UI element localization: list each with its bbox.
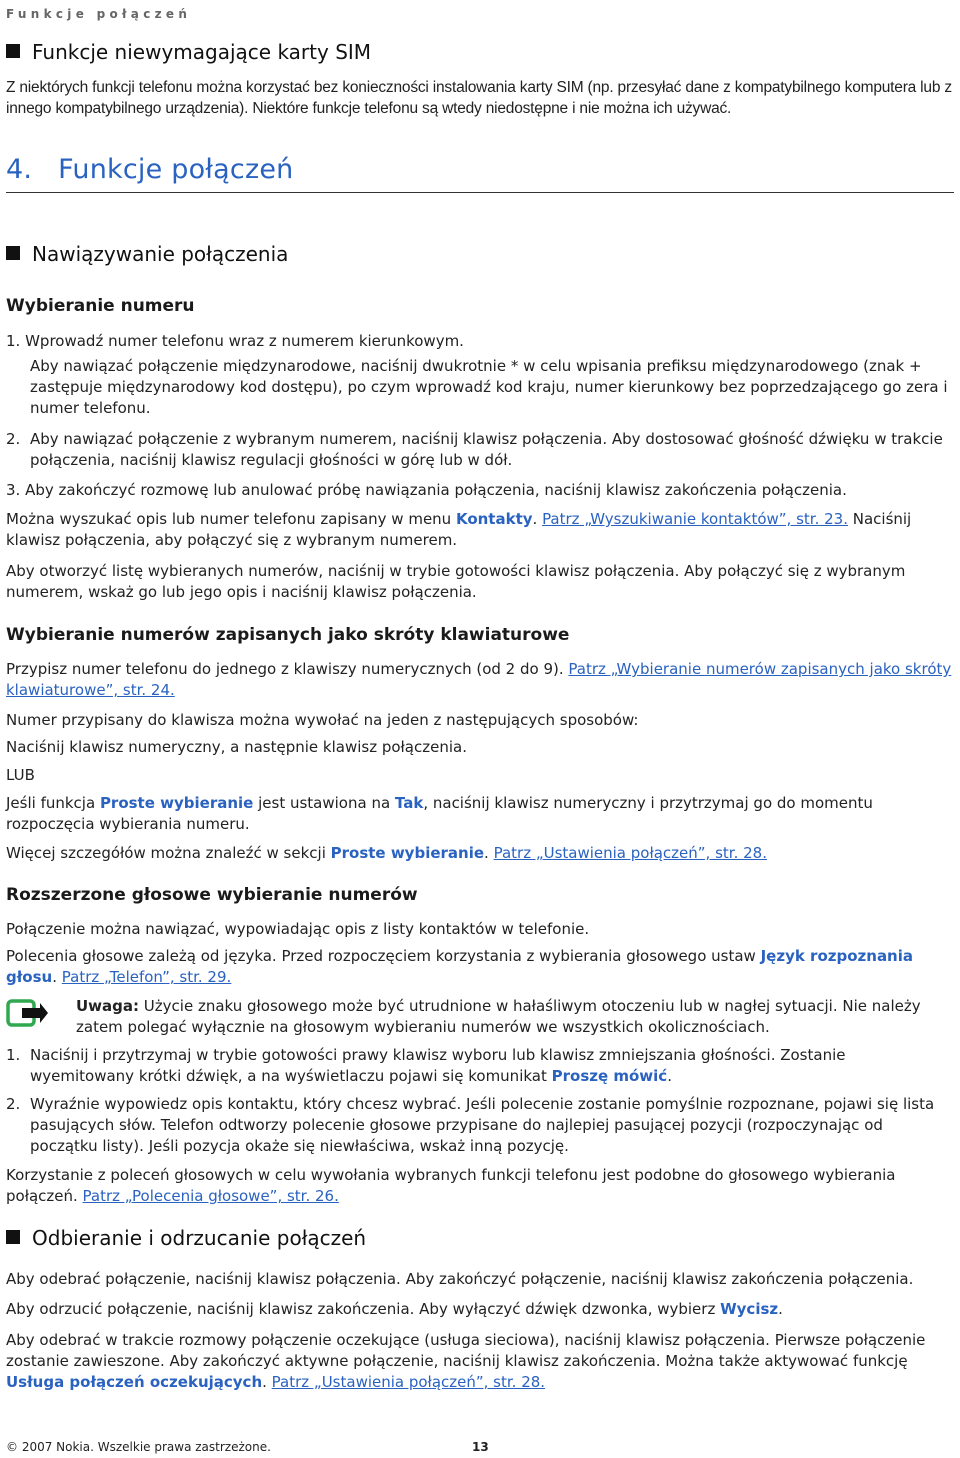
setting-name: Język rozpoznania głosu [6,947,914,986]
text-run: . [778,1300,783,1318]
dial-step-1-detail: Aby nawiązać połączenie międzynarodowe, naciśnij dwukrotnie * w celu wpisania prefiksu międzynarodowego (znak + zastępuje międzynarodowy kod dostępu), po czym wprowadź kod kraju, numer kierunkowy bez poprzedzającego go zera i numer telefonu. [30,357,948,417]
voice-intro-paragraph: Połączenie można nawiązać, wypowiadając opis z listy kontaktów w telefonie. [6,920,590,938]
text-run: Aby odrzucić połączenie, naciśnij klawisz zakończenia. Aby wyłączyć dźwięk dzwonka, wybierz [6,1300,721,1318]
section-bullet-icon [6,44,20,58]
voice-step-1 [6,1045,954,1087]
assign-paragraph [6,659,954,701]
text-run: . [484,844,494,862]
step-text: Wprowadź numer telefonu wraz z numerem kierunkowym. [25,332,464,350]
step-text [30,1045,954,1087]
note-label: Uwaga: [76,997,140,1015]
link-voice-commands[interactable]: Patrz „Polecenia głosowe”, str. 26. [82,1187,339,1205]
link-call-settings[interactable]: Patrz „Ustawienia połączeń”, str. 28. [271,1373,546,1391]
link-search-contacts[interactable]: Patrz „Wyszukiwanie kontaktów”, str. 23. [542,510,848,528]
dial-step-1 [6,331,954,352]
text-run: , naciśnij klawisz numeryczny i przytrzymaj go do momentu rozpoczęcia wybierania numeru. [6,794,873,833]
voice-language-paragraph [6,946,954,988]
answer-paragraph-3 [6,1330,954,1393]
step-number: 3. [6,481,21,499]
text-run: . [262,1373,272,1391]
text-run: Aby odebrać w trakcie rozmowy połączenie oczekujące (usługa sieciowa), naciśnij klawisz połączenia. Pierwsze połączenie zostanie zawieszone. Aby zakończyć aktywne połączenie, naciśnij klawisz zakończenia. Można także aktywować funkcję [6,1331,926,1370]
more-details-paragraph [6,843,954,864]
section-bullet-icon [6,246,20,260]
section-heading-text: Odbieranie i odrzucanie połączeń [32,1226,367,1250]
text-run: . [532,510,543,528]
voice-step-2 [6,1094,954,1157]
note-icon [6,998,50,1028]
section-heading-text: Funkcje niewymagające karty SIM [32,40,372,64]
link-phone[interactable]: Patrz „Telefon”, str. 29. [61,968,232,986]
search-paragraph [6,509,954,551]
text-run: jest ustawiona na [253,794,395,812]
or-paragraph: LUB [6,766,35,784]
chapter-heading [6,152,954,193]
link-call-settings[interactable]: Patrz „Ustawienia połączeń”, str. 28. [493,844,767,862]
section-heading-calling [6,242,288,266]
setting-name: Proste wybieranie [99,794,254,812]
text-run: Jeśli funkcja [6,794,100,812]
note-text: Użycie znaku głosowego może być utrudnione w hałaśliwym otoczeniu lub w nagłej sytuacji. Nie należy zatem polegać wyłącznie na głosowym wybieraniu numerów we wszystkich okolicznościach. [76,997,921,1036]
menu-name-contacts: Kontakty [455,510,533,528]
running-header: Funkcje połączeń [6,7,192,21]
setting-name: Proste wybieranie [330,844,485,862]
text-run: Polecenia głosowe zależą od języka. Przed rozpoczęciem korzystania z wybierania głosowego ustaw [6,947,761,965]
way-2-paragraph [6,793,954,835]
page-number: 13 [472,1440,489,1454]
subheading-voice-dialing: Rozszerzone głosowe wybieranie numerów [6,885,418,905]
step-number: 1. [6,332,21,350]
text-run: Naciśnij i przytrzymaj w trybie gotowości prawy klawisz wyboru lub klawisz zmniejszania głośności. Zostanie wyemitowany krótki dźwięk, a na wyświetlaczu pojawi się komunikat [30,1046,846,1085]
voice-usage-paragraph [6,1165,954,1207]
step-number: 2. [6,430,21,448]
subheading-dialing: Wybieranie numeru [6,296,195,316]
text-run: . [52,968,62,986]
answer-paragraph-2 [6,1299,954,1320]
answer-paragraph-1: Aby odebrać połączenie, naciśnij klawisz połączenia. Aby zakończyć połączenie, naciśnij klawisz zakończenia połączenia. [6,1270,914,1288]
text-run: Naciśnij klawisz połączenia, aby połączyć się z wybranym numerem. [6,510,912,549]
step-text: Wyraźnie wypowiedz opis kontaktu, który chcesz wybrać. Jeśli polecenie zostanie pomyślnie rozpoznane, pojawi się lista pasujących słów. Telefon odtworzy polecenie głosowe przypisane do najlepiej pasującej pozycji (rozpoczynając od początku listy). Jeśli pozycja okaże się niewłaściwa, wskaż inną pozycję. [30,1095,935,1155]
note-paragraph [76,996,954,1038]
section-bullet-icon [6,1230,20,1244]
text-run: Można wyszukać opis lub numer telefonu zapisany w menu [6,510,456,528]
display-message: Proszę mówić [551,1067,668,1085]
step-number: 2. [6,1095,21,1113]
dial-step-2 [6,429,954,471]
ways-paragraph: Numer przypisany do klawisza można wywołać na jeden z następujących sposobów: [6,711,639,729]
chapter-title: Funkcje połączeń [58,154,294,185]
step-number: 1. [6,1046,21,1064]
way-1-paragraph: Naciśnij klawisz numeryczny, a następnie klawisz połączenia. [6,738,467,756]
step-text: Aby zakończyć rozmowę lub anulować próbę nawiązania połączenia, naciśnij klawisz zakończenia połączenia. [25,481,847,499]
footer-copyright: © 2007 Nokia. Wszelkie prawa zastrzeżone. [6,1440,271,1454]
setting-value: Tak [394,794,424,812]
setting-name: Usługa połączeń oczekujących [6,1373,263,1391]
step-text: Aby nawiązać połączenie z wybranym numerem, naciśnij klawisz połączenia. Aby dostosować głośność dźwięku w trakcie połączenia, naciśnij klawisz regulacji głośności w górę lub w dół. [30,430,943,469]
text-run: Korzystanie z poleceń głosowych w celu wywołania wybranych funkcji telefonu jest podobne do głosowego wybierania połączeń. [6,1166,896,1205]
link-speed-dial[interactable]: Patrz „Wybieranie numerów zapisanych jako skróty klawiaturowe”, str. 24. [6,660,952,699]
chapter-number: 4. [6,154,33,185]
sim-paragraph: Z niektórych funkcji telefonu można korzystać bez konieczności instalowania karty SIM (np. przesyłać dane z kompatybilnego komputera lub z innego kompatybilnego urządzenia). Niektóre funkcje telefonu są wtedy niedostępne i nie można ich używać. [6,79,952,117]
text-run: Przypisz numer telefonu do jednego z klawiszy numerycznych (od 2 do 9). [6,660,569,678]
section-heading-text: Nawiązywanie połączenia [32,242,289,266]
section-heading-sim [6,40,371,64]
section-heading-answer [6,1226,366,1250]
dial-step-3 [6,480,954,501]
dialed-list-paragraph: Aby otworzyć listę wybieranych numerów, naciśnij w trybie gotowości klawisz połączenia. Aby połączyć się z wybranym numerem, wskaż go lub jego opis i naciśnij klawisz połączenia. [6,562,906,601]
option-silence: Wycisz [720,1300,779,1318]
text-run: Więcej szczegółów można znaleźć w sekcji [6,844,331,862]
subheading-speed-dial: Wybieranie numerów zapisanych jako skróty klawiaturowe [6,625,570,645]
text-run: . [667,1067,672,1085]
